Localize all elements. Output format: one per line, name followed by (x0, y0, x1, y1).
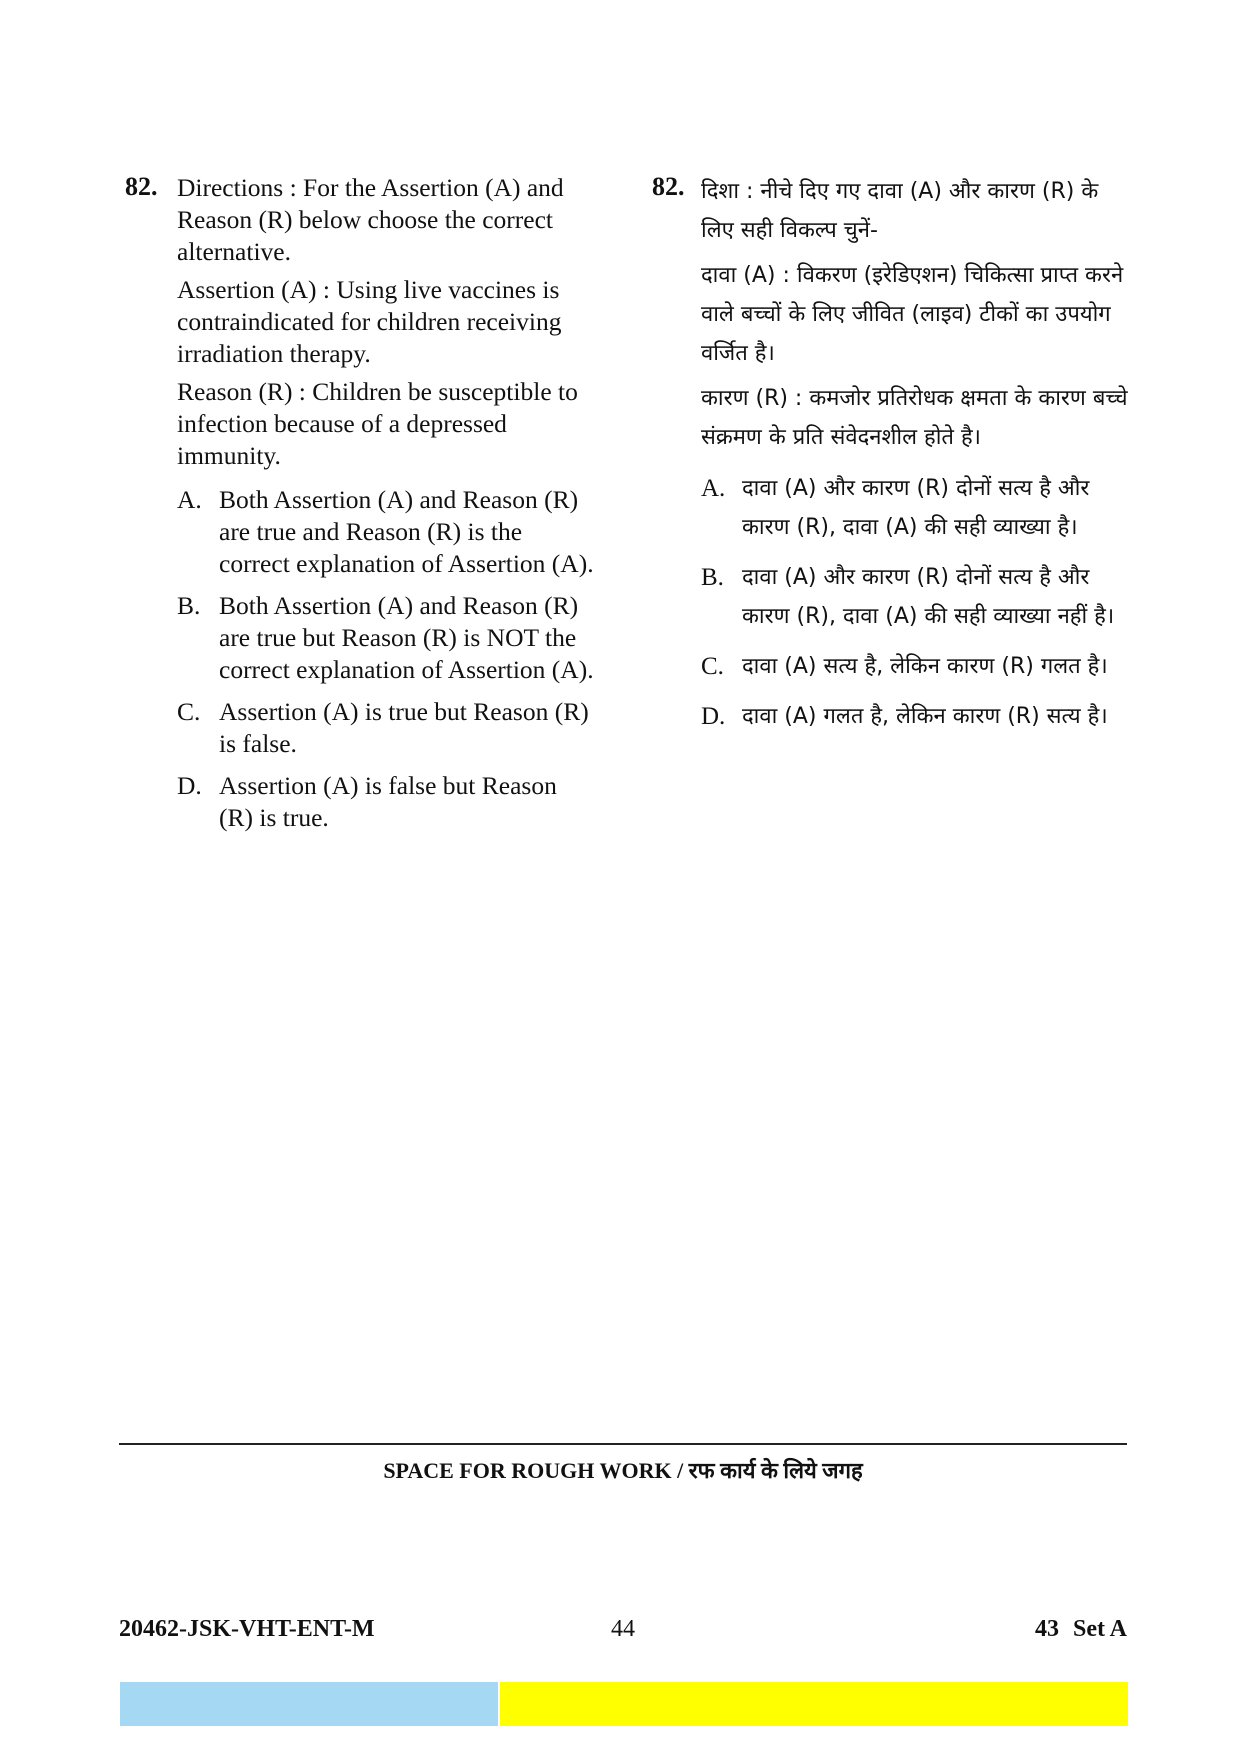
option-a (701, 469, 1132, 547)
question-hindi (652, 172, 1132, 747)
option-letter: B. (701, 564, 724, 591)
option-d (177, 770, 595, 834)
option-text: दावा (A) गलत है, लेकिन कारण (R) सत्य है। (742, 704, 1108, 729)
set-label (1035, 1616, 1127, 1643)
option-b (701, 558, 1132, 636)
question-number: 82. (652, 172, 685, 201)
option-text: Assertion (A) is true but Reason (R) is false. (219, 697, 589, 758)
page-footer (119, 1616, 1127, 1646)
option-text: दावा (A) सत्य है, लेकिन कारण (R) गलत है। (742, 654, 1108, 679)
option-text: Both Assertion (A) and Reason (R) are true and Reason (R) is the correct explanation of Assertion (A). (219, 485, 594, 578)
option-letter: D. (177, 771, 202, 800)
assertion-text: दावा (A) : विकरण (इरेडिएशन) चिकित्सा प्राप्त करने वाले बच्चों के लिए जीवित (लाइव) टीकों का उपयोग वर्जित है। (701, 263, 1124, 366)
option-letter: A. (701, 475, 726, 502)
option-a (177, 484, 595, 580)
color-bar-blue (120, 1682, 498, 1726)
set-name: Set A (1073, 1616, 1127, 1642)
question-number: 82. (125, 172, 158, 201)
rough-work-divider (119, 1443, 1127, 1445)
option-b (177, 590, 595, 686)
reason-text: कारण (R) : कमजोर प्रतिरोधक क्षमता के कारण बच्चे संक्रमण के प्रति संवेदनशील होते है। (701, 386, 1128, 450)
option-letter: C. (177, 697, 201, 726)
options-list (701, 469, 1132, 736)
option-c (177, 696, 595, 760)
question-english (125, 172, 595, 844)
option-letter: A. (177, 485, 202, 514)
option-letter: C. (701, 653, 724, 680)
directions-text: Directions : For the Assertion (A) and Reason (R) below choose the correct alternative. (177, 173, 564, 266)
paper-code: 20462-JSK-VHT-ENT-M (119, 1616, 375, 1642)
options-list (177, 484, 595, 834)
option-text: दावा (A) और कारण (R) दोनों सत्य है और कारण (R), दावा (A) की सही व्याख्या है। (742, 476, 1090, 540)
option-text: Both Assertion (A) and Reason (R) are true but Reason (R) is NOT the correct explanation of Assertion (A). (219, 591, 594, 684)
page-number: 44 (611, 1616, 635, 1642)
option-c (701, 647, 1132, 686)
option-letter: D. (701, 703, 726, 730)
option-text: दावा (A) और कारण (R) दोनों सत्य है और कारण (R), दावा (A) की सही व्याख्या नहीं है। (742, 565, 1115, 629)
option-d (701, 697, 1132, 736)
color-bar-yellow (500, 1682, 1128, 1726)
footer-question-number: 43 (1035, 1616, 1059, 1642)
option-letter: B. (177, 591, 201, 620)
option-text: Assertion (A) is false but Reason (R) is true. (219, 771, 557, 832)
rough-work-label: SPACE FOR ROUGH WORK / रफ कार्य के लिये जगह (383, 1458, 863, 1483)
directions-text: दिशा : नीचे दिए गए दावा (A) और कारण (R) के लिए सही विकल्प चुनें- (701, 179, 1099, 243)
assertion-text: Assertion (A) : Using live vaccines is contraindicated for children receiving irradiation therapy. (177, 275, 562, 368)
reason-text: Reason (R) : Children be susceptible to infection because of a depressed immunity. (177, 377, 578, 470)
